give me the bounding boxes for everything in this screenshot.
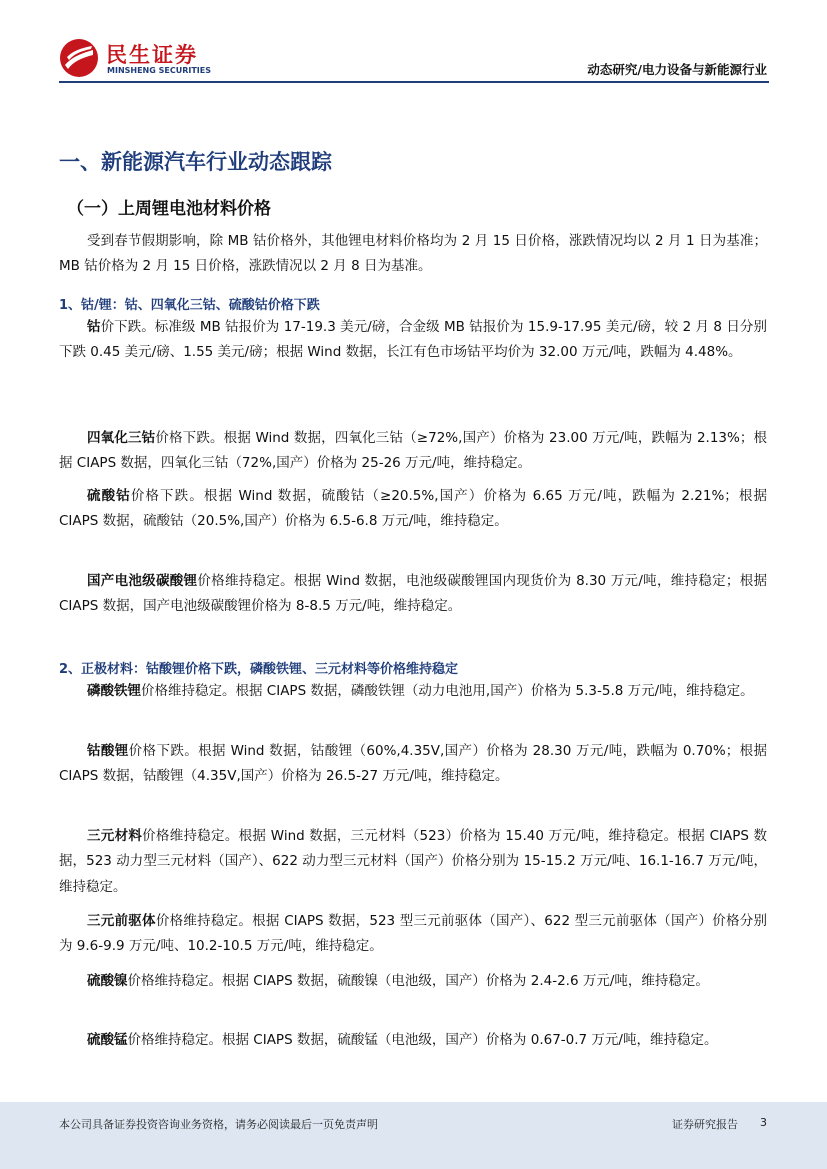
nickel-sulfate-paragraph bbox=[59, 969, 767, 994]
item-name: 三元材料 bbox=[87, 828, 143, 844]
intro-paragraph: 受到春节假期影响，除 MB 钴价格外，其他锂电材料价格均为 2 月 15 日价格，涨跌情况均以 2 月 1 日为基准；MB 钴价格为 2 月 15 日价格，涨跌情况以 2 月 8 日为基准。 bbox=[59, 233, 767, 275]
cathode-heading: 2、正极材料：钴酸锂价格下跌，磷酸铁锂、三元材料等价格维持稳定 bbox=[59, 662, 459, 677]
item-name: 磷酸铁锂 bbox=[87, 683, 141, 699]
item-text: 价格维持稳定。根据 CIAPS 数据，硫酸镍（电池级，国产）价格为 2.4-2.6 万元/吨，维持稳定。 bbox=[127, 973, 709, 989]
item-text: 价格维持稳定。根据 Wind 数据，三元材料（523）价格为 15.40 万元/吨，维持稳定。根据 CIAPS 数据，523 动力型三元材料（国产）、622 动力型三元材料（国产）价格分别为 15-15.2 万元/吨、16.1-16.7 万元/吨，维持稳定。 bbox=[59, 828, 767, 895]
disclaimer-note: 本公司具备证券投资咨询业务资格，请务必阅读最后一页免责声明 bbox=[59, 1118, 378, 1131]
item-name: 硫酸镍 bbox=[87, 973, 128, 989]
lfp-paragraph bbox=[59, 679, 767, 704]
logo-mark-icon bbox=[59, 38, 99, 78]
item-name: 国产电池级碳酸锂 bbox=[87, 573, 198, 589]
item-name: 硫酸钴 bbox=[87, 488, 131, 504]
item-name: 三元前驱体 bbox=[87, 913, 156, 929]
subsection-heading: （一）上周锂电池材料价格 bbox=[67, 199, 271, 219]
item-text: 价格下跌。根据 Wind 数据，四氧化三钴（≥72%,国产）价格为 23.00 万元/吨，跌幅为 2.13%；根据 CIAPS 数据，四氧化三钴（72%,国产）价格为 25-26 万元/吨，维持稳定。 bbox=[59, 430, 768, 472]
cobalt-sulfate-paragraph bbox=[59, 484, 767, 535]
item-name: 硫酸锰 bbox=[87, 1032, 128, 1048]
manganese-sulfate-paragraph bbox=[59, 1028, 767, 1053]
item-text: 价下跌。标准级 MB 钴报价为 17-19.3 美元/磅，合金级 MB 钴报价为 15.9-17.95 美元/磅，较 2 月 8 日分别下跌 0.45 美元/磅、1.55 美元/磅；根据 Wind 数据，长江有色市场钴平均价为 32.00 万元/吨，跌幅为 4.48%。 bbox=[59, 319, 767, 361]
cobalt-lithium-heading: 1、钴/锂：钴、四氧化三钴、硫酸钴价格下跌 bbox=[59, 298, 320, 313]
item-name: 钴 bbox=[87, 319, 101, 335]
page-footer bbox=[0, 1102, 827, 1169]
item-text: 价格下跌。根据 Wind 数据，硫酸钴（≥20.5%,国产）价格为 6.65 万元/吨，跌幅为 2.21%；根据 CIAPS 数据，硫酸钴（20.5%,国产）价格为 6.5-6.8 万元/吨，维持稳定。 bbox=[59, 488, 768, 530]
report-category-title: 动态研究/电力设备与新能源行业 bbox=[587, 62, 767, 77]
ternary-paragraph bbox=[59, 824, 767, 900]
item-text: 价格维持稳定。根据 Wind 数据，电池级碳酸锂国内现货价为 8.30 万元/吨，维持稳定；根据 CIAPS 数据，国产电池级碳酸锂价格为 8-8.5 万元/吨，维持稳定。 bbox=[59, 573, 768, 615]
item-name: 四氧化三钴 bbox=[87, 430, 156, 446]
logo-chinese-name: 民生证券 bbox=[106, 43, 198, 67]
item-text: 价格维持稳定。根据 CIAPS 数据，523 型三元前驱体（国产）、622 型三元前驱体（国产）价格分别为 9.6-9.9 万元/吨、10.2-10.5 万元/吨，维持稳定。 bbox=[59, 913, 768, 955]
page-number: 3 bbox=[760, 1116, 767, 1129]
company-logo bbox=[59, 38, 209, 78]
lco-paragraph bbox=[59, 739, 767, 790]
section-heading: 一、新能源汽车行业动态跟踪 bbox=[59, 150, 332, 174]
item-text: 价格维持稳定。根据 CIAPS 数据，硫酸锰（电池级，国产）价格为 0.67-0.7 万元/吨，维持稳定。 bbox=[127, 1032, 718, 1048]
precursor-paragraph bbox=[59, 909, 767, 960]
logo-english-name: MINSHENG SECURITIES bbox=[107, 66, 211, 75]
item-text: 价格下跌。根据 Wind 数据，钴酸锂（60%,4.35V,国产）价格为 28.30 万元/吨，跌幅为 0.70%；根据 CIAPS 数据，钴酸锂（4.35V,国产）价格为 26.5-27 万元/吨，维持稳定。 bbox=[59, 743, 767, 785]
item-text: 价格维持稳定。根据 CIAPS 数据，磷酸铁锂（动力电池用,国产）价格为 5.3-5.8 万元/吨，维持稳定。 bbox=[141, 683, 754, 699]
report-type-label: 证券研究报告 bbox=[672, 1118, 738, 1131]
cobalt-paragraph bbox=[59, 315, 767, 366]
lithium-carbonate-paragraph bbox=[59, 569, 767, 620]
header-divider bbox=[59, 81, 769, 83]
item-name: 钴酸锂 bbox=[87, 743, 129, 759]
cobalt-oxide-paragraph bbox=[59, 426, 767, 477]
page-header bbox=[0, 0, 827, 84]
